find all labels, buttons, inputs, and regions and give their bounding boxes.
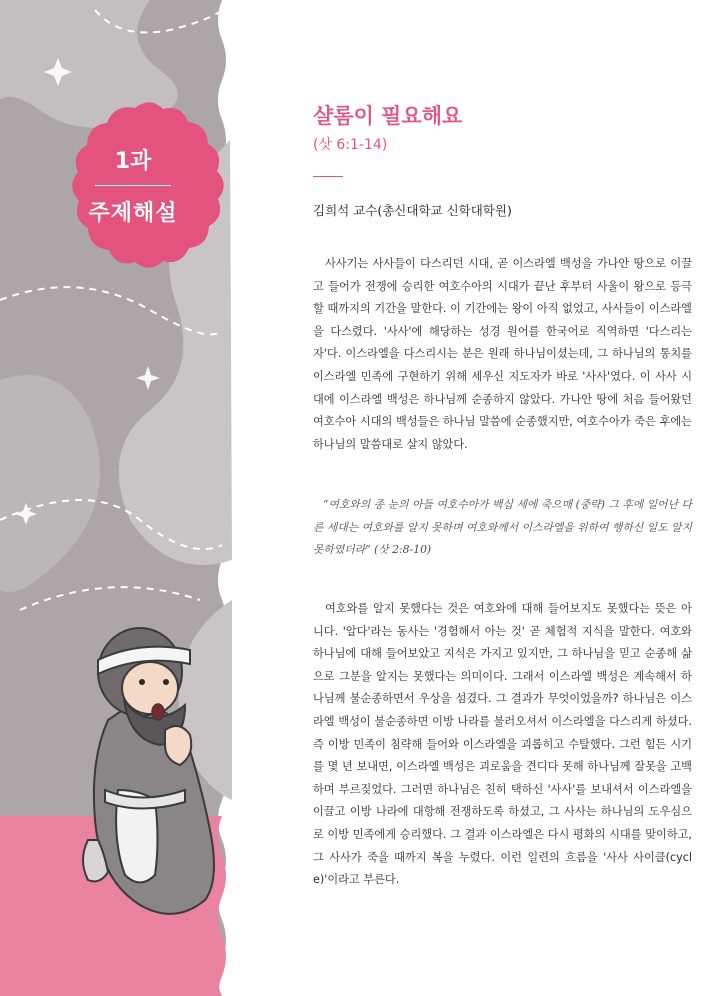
scripture-reference: (삿 6:1-14) (313, 137, 388, 153)
badge-divider (95, 185, 171, 186)
lesson-category: 주제해설 (88, 201, 178, 226)
article-title: 샬롬이 필요해요 (313, 104, 463, 128)
lesson-number: 1과 (114, 149, 152, 174)
sidebar-decoration (0, 0, 232, 996)
title-divider (313, 176, 343, 177)
scripture-quote: “여호와의 종 눈의 아들 여호수아가 백십 세에 죽으매 (중략) 그 후에 일어난 다른 세대는 여호와를 알지 못하며 여호와께서 이스라엘을 위하여 행하신 일도 알지 못하였더라” (삿 2:8-10) (313, 498, 692, 556)
body-paragraph-2: 여호와를 알지 못했다는 것은 여호와에 대해 들어보지도 못했다는 뜻은 아니다. '알다'라는 동사는 '경험해서 아는 것' 곧 체험적 지식을 말한다. 여호와 하나님에 대해 들어보았고 지식은 가지고 있지만, 그 하나님을 믿고 순종해 삶으로 그분을 알지는 못했다는 의미이다. 그래서 이스라엘 백성은 계속해서 하나님께 불순종하면서 우상을 섬겼다. 그 결과가 무엇이었을까? 하나님은 이스라엘 백성이 불순종하면 이방 나라를 불러오셔서 이스라엘을 다스리게 하셨다. 즉 이방 민족이 침략해 들어와 이스라엘을 괴롭히고 수탈했다. 그런 힘든 시기를 몇 년 보내면, 이스라엘 백성은 괴로움을 견디다 못해 하나님께 잘못을 고백하며 부르짖었다. 그러면 하나님은 친히 택하신 '사사'를 보내셔서 이스라엘을 이끌고 이방 나라에 대항해 전쟁하도록 하셨고, 그 사사는 하나님의 도우심으로 이방 민족에게 승리했다. 그 결과 이스라엘은 다시 평화의 시대를 맞이하고, 그 사사가 죽을 때까지 복을 누렸다. 이런 일련의 흐름을 '사사 사이클(cycle)'이라고 부른다. (313, 602, 692, 887)
body-paragraph-1: 사사기는 사사들이 다스리던 시대, 곧 이스라엘 백성을 가나안 땅으로 이끌고 들어가 전쟁에 승리한 여호수아의 시대가 끝난 후부터 사울이 왕으로 등극할 때까지의 기간을 말한다. 이 기간에는 왕이 아직 없었고, 사사들이 이스라엘을 다스렸다. '사사'에 해당하는 성경 원어를 한국어로 직역하면 '다스리는 자'다. 이스라엘을 다스리시는 분은 원래 하나님이셨는데, 그 하나님의 통치를 이스라엘 민족에 구현하기 위해 세우신 지도자가 바로 '사사'였다. 이 사사 시대에 이스라엘 백성은 하나님께 순종하지 않았다. 가나안 땅에 처음 들어왔던 여호수아 시대의 백성들은 하나님 말씀에 순종했지만, 여호수아가 죽은 후에는 하나님의 말씀대로 살지 않았다. (313, 257, 692, 451)
author-line: 김희석 교수(총신대학교 신학대학원) (313, 203, 512, 218)
